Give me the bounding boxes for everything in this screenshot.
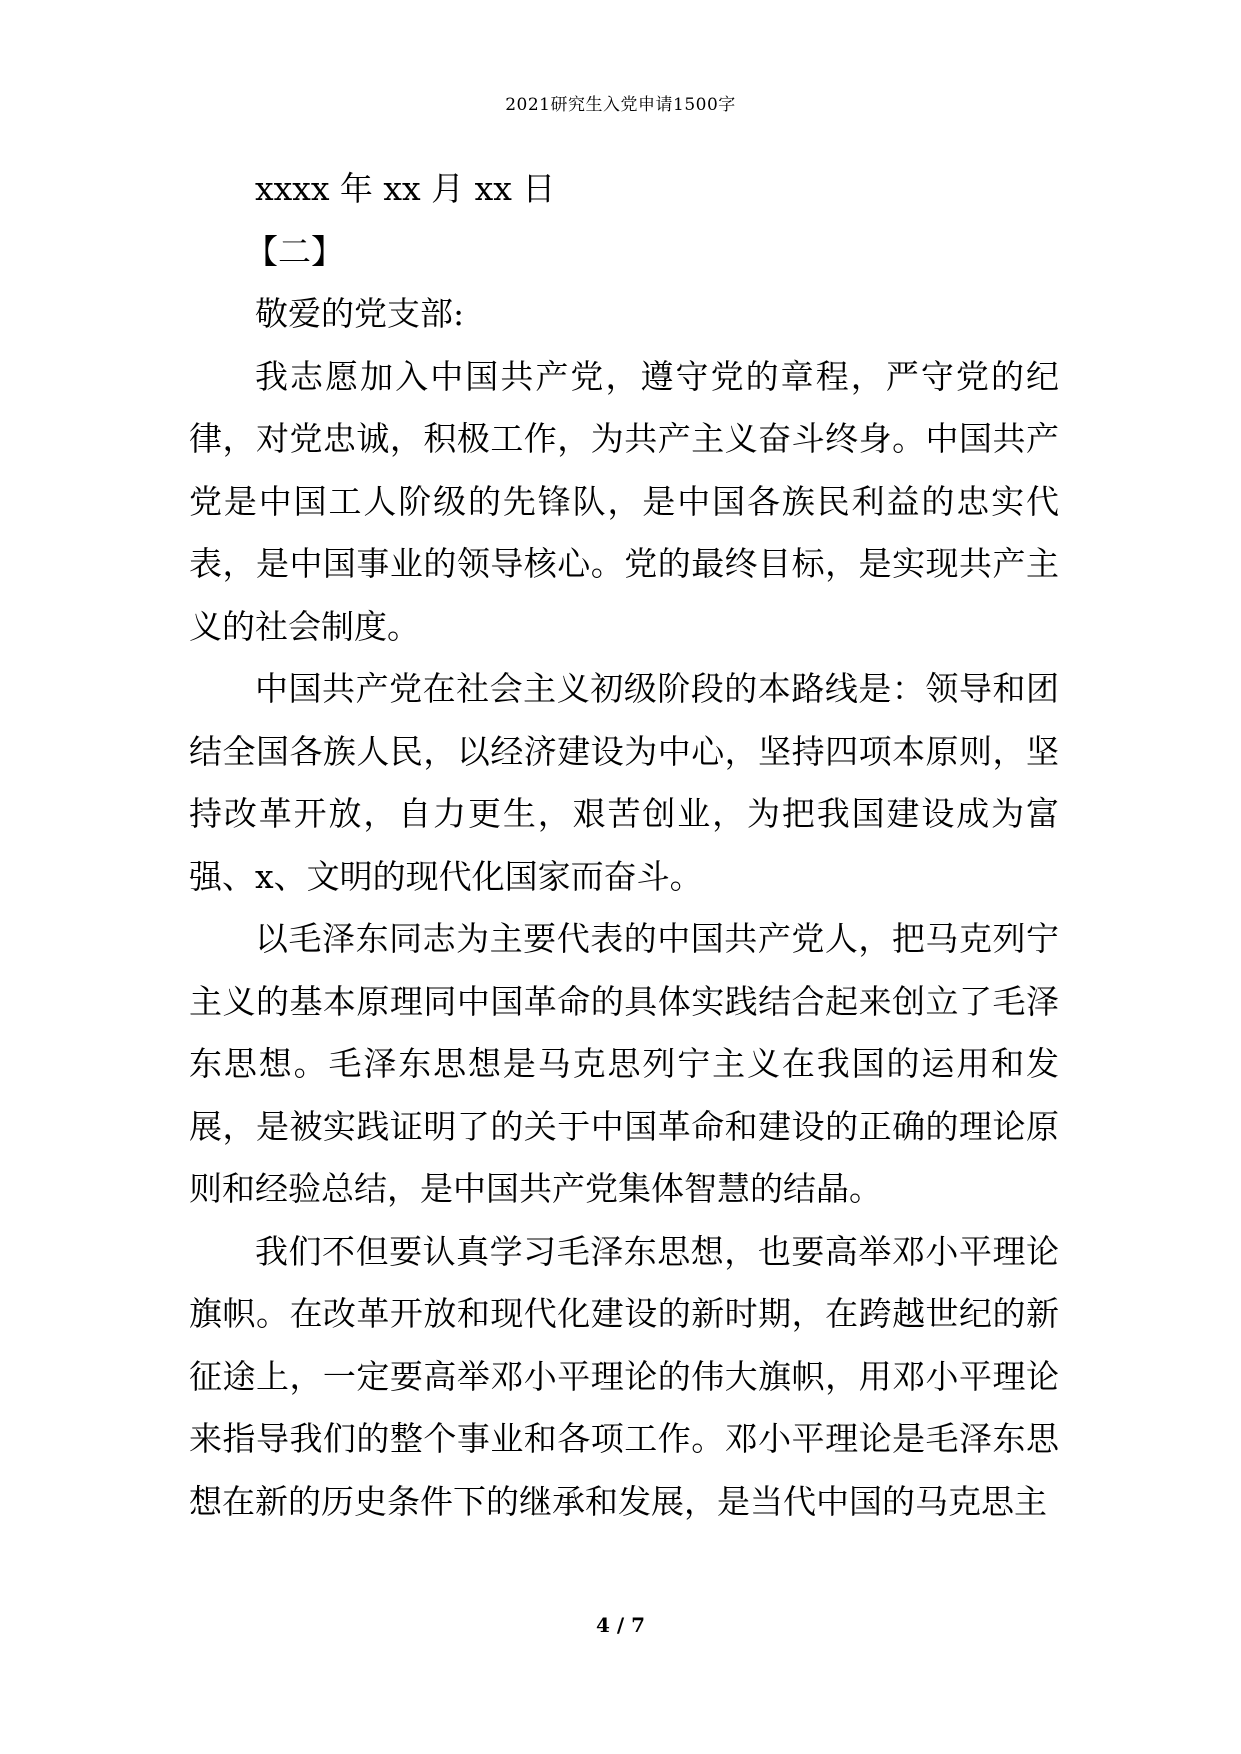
paragraph-2: 中国共产党在社会主义初级阶段的本路线是：领导和团结全国各族人民，以经济建设为中心，坚持四项本原则，坚持改革开放，自力更生，艰苦创业，为把我国建设成为富强、x、文明的现代化国家而奋斗。 [189, 669, 1059, 896]
salutation: 敬爱的党支部: [255, 294, 465, 333]
section-marker: 【二】 [245, 231, 344, 271]
paragraph-3: 以毛泽东同志为主要代表的中国共产党人，把马克列宁主义的基本原理同中国革命的具体实践结合起来创立了毛泽东思想。毛泽东思想是马克思列宁主义在我国的运用和发展，是被实践证明了的关于中国革命和建设的正确的理论原则和经验总结，是中国共产党集体智慧的结晶。 [189, 919, 1059, 1208]
document-body [189, 158, 1059, 1533]
date-line: xxxx 年 xx 月 xx 日 [255, 169, 556, 208]
paragraph-4: 我们不但要认真学习毛泽东思想，也要高举邓小平理论旗帜。在改革开放和现代化建设的新时期，在跨越世纪的新征途上，一定要高举邓小平理论的伟大旗帜，用邓小平理论来指导我们的整个事业和各项工作。邓小平理论是毛泽东思想在新的历史条件下的继承和发展，是当代中国的马克思主 [189, 1231, 1059, 1521]
page-number: 4 / 7 [595, 1613, 646, 1637]
page-header-title: 2021研究生入党申请1500字 [505, 95, 736, 115]
paragraph-1: 我志愿加入中国共产党，遵守党的章程，严守党的纪律，对党忠诚，积极工作，为共产主义奋斗终身。中国共产党是中国工人阶级的先锋队，是中国各族民利益的忠实代表，是中国事业的领导核心。党的最终目标，是实现共产主义的社会制度。 [189, 356, 1059, 646]
